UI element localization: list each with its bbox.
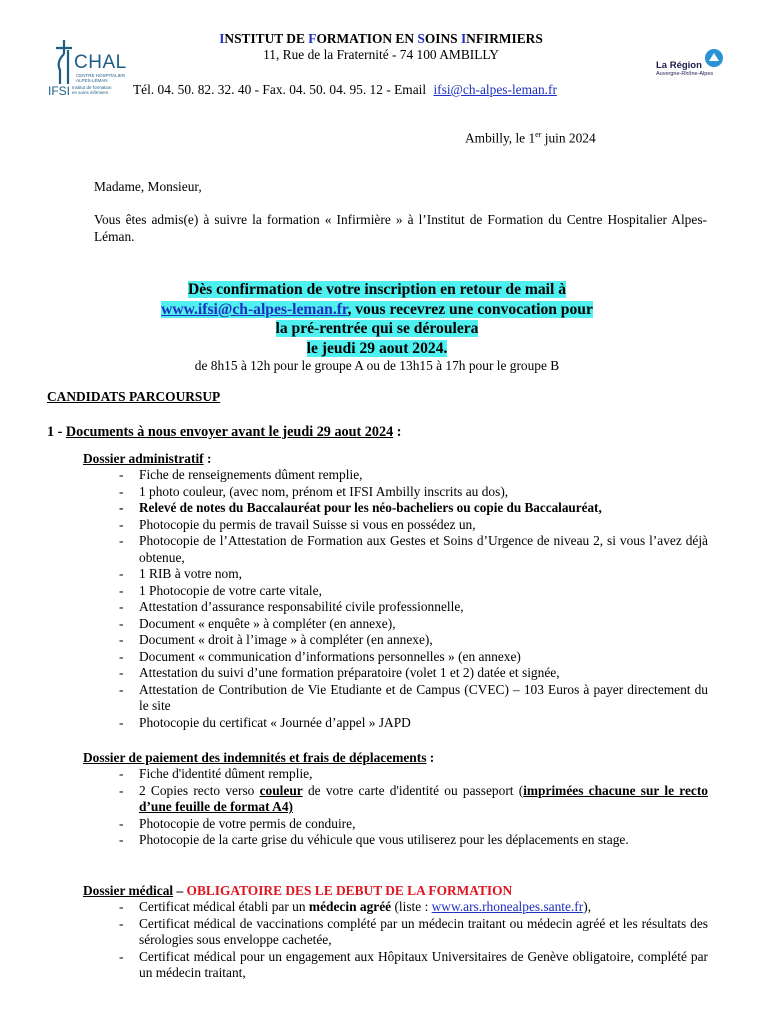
schedule-line: de 8h15 à 12h pour le groupe A ou de 13h15 à 17h pour le groupe B bbox=[194, 358, 560, 373]
ars-link[interactable]: www.ars.rhonealpes.sante.fr bbox=[431, 899, 584, 914]
list-item: - 1 Photocopie de votre carte vitale, bbox=[119, 583, 708, 600]
chal-logo bbox=[46, 38, 136, 98]
list-item: - Attestation du suivi d’une formation préparatoire (volet 1 et 2) datée et signée, bbox=[119, 665, 708, 682]
ifsi-logo-sub1: Institut de formation bbox=[72, 85, 112, 90]
medical-item1-a: Certificat médical établi par un bbox=[139, 899, 309, 914]
institute-title-rest: NSTITUT DE bbox=[224, 31, 309, 46]
list-item: - Attestation d’assurance responsabilité civile professionnelle, bbox=[119, 599, 708, 616]
medical-title-red: OBLIGATOIRE DES LE DEBUT DE LA FORMATION bbox=[186, 883, 513, 898]
payment-title-text: Dossier de paiement des indemnités et frais de déplacements bbox=[83, 750, 427, 765]
list-item bbox=[119, 899, 708, 916]
region-logo-icon bbox=[704, 48, 724, 68]
list-item bbox=[119, 783, 708, 816]
list-item: - Document « communication d’informations personnelles » (en annexe) bbox=[119, 649, 708, 666]
admin-title-text: Dossier administratif bbox=[83, 451, 204, 466]
list-item: - Fiche de renseignements dûment remplie, bbox=[119, 467, 708, 484]
chal-logo-sub1: CENTRE HOSPITALIER bbox=[76, 73, 126, 78]
list-item: - Certificat médical pour un engagement aux Hôpitaux Universitaires de Genève obligatoire, complété par un médecin traitant, bbox=[119, 949, 708, 982]
date-before: Ambilly, le 1 bbox=[465, 130, 536, 146]
medical-item1-d: ), bbox=[583, 899, 592, 914]
list-item: - Photocopie du permis de travail Suisse si vous en possédez un, bbox=[119, 517, 708, 534]
intro-paragraph: Vous êtes admis(e) à suivre la formation « Infirmière » à l’Institut de Formation du Centre Hospitalier Alpes-Léman. bbox=[94, 212, 707, 244]
contact-text: Tél. 04. 50. 82. 32. 40 - Fax. 04. 50. 04. 95. 12 - Email bbox=[133, 82, 427, 97]
docs-heading-prefix: 1 - bbox=[47, 424, 66, 440]
medical-list bbox=[119, 899, 708, 982]
list-item: - Photocopie du certificat « Journée d’appel » JAPD bbox=[119, 715, 708, 732]
list-item: - 1 RIB à votre nom, bbox=[119, 566, 708, 583]
medical-item1-c: (liste : bbox=[391, 899, 432, 914]
convocation-highlight bbox=[94, 280, 660, 358]
region-logo-name: La Région bbox=[656, 60, 702, 71]
date-line bbox=[465, 130, 596, 146]
ifsi-logo-sub2: en soins infirmiers bbox=[72, 90, 109, 95]
payment-item2-d: imprimées chacune sur le recto d’une feuille de format A4) bbox=[139, 782, 708, 814]
medical-title bbox=[83, 883, 512, 899]
highlight-line4: le jeudi 29 aout 2024. bbox=[306, 339, 448, 357]
payment-item2-c: de votre carte d'identité ou passeport ( bbox=[302, 782, 524, 798]
institute-address: 11, Rue de la Fraternité - 74 100 AMBILLY bbox=[263, 47, 499, 62]
list-item: - Photocopie de la carte grise du véhicule que vous utiliserez pour les déplacements en stage. bbox=[119, 832, 708, 849]
highlight-email-link[interactable]: www.ifsi@ch-alpes-leman.fr bbox=[161, 300, 348, 318]
institute-title-cap: I bbox=[219, 31, 225, 46]
admin-title bbox=[83, 451, 211, 467]
institute-title-cap: S bbox=[417, 31, 425, 46]
list-item: - Attestation de Contribution de Vie Etudiante et de Campus (CVEC) – 103 Euros à payer directement du le site bbox=[119, 682, 708, 715]
institute-email-link[interactable]: ifsi@ch-alpes-leman.fr bbox=[433, 82, 557, 97]
highlight-line2: , vous recevrez une convocation pour bbox=[347, 300, 593, 318]
medical-item1-b: médecin agréé bbox=[308, 899, 392, 914]
institute-title-cap: F bbox=[308, 31, 317, 46]
medical-title-text: Dossier médical bbox=[83, 883, 174, 898]
payment-item2-a: 2 Copies recto verso bbox=[139, 782, 260, 798]
date-after: juin 2024 bbox=[541, 130, 596, 146]
payment-title-suffix: : bbox=[426, 750, 435, 765]
ifsi-logo-name: IFSI bbox=[48, 84, 71, 98]
institute-title-rest: NFIRMIERS bbox=[466, 31, 543, 46]
list-item: - Photocopie de votre permis de conduire, bbox=[119, 816, 708, 833]
admin-title-suffix: : bbox=[203, 451, 212, 466]
list-item: - Relevé de notes du Baccalauréat pour les néo-bacheliers ou copie du Baccalauréat, bbox=[119, 500, 708, 517]
admin-list bbox=[119, 467, 708, 731]
list-item: - Document « droit à l’image » à compléter (en annexe), bbox=[119, 632, 708, 649]
docs-heading-text: Documents à nous envoyer avant le jeudi 29 aout 2024 bbox=[65, 424, 394, 440]
payment-list bbox=[119, 766, 708, 849]
region-logo bbox=[654, 48, 729, 80]
docs-heading bbox=[47, 424, 401, 441]
date-sup: er bbox=[535, 130, 542, 139]
section-title: CANDIDATS PARCOURSUP bbox=[47, 389, 221, 404]
chal-logo-sub2: ALPES-LÉMAN bbox=[76, 78, 108, 83]
docs-heading-suffix: : bbox=[393, 424, 402, 440]
institute-contact bbox=[133, 82, 557, 98]
payment-title bbox=[83, 750, 434, 766]
medical-title-sep: – bbox=[173, 883, 187, 898]
list-item: - Certificat médical de vaccinations complété par un médecin traitant ou médecin agréé et les résultats des sérologies sous enveloppe cachetée, bbox=[119, 916, 708, 949]
institute-title-cap: I bbox=[460, 31, 467, 46]
salutation: Madame, Monsieur, bbox=[94, 179, 202, 194]
institute-title bbox=[150, 31, 612, 47]
chal-logo-name: CHAL bbox=[74, 52, 127, 73]
region-logo-sub: Auvergne-Rhône-Alpes bbox=[656, 71, 714, 77]
list-item: - Photocopie de l’Attestation de Formation aux Gestes et Soins d’Urgence de niveau 2, si vous l’avez déjà obtenue, bbox=[119, 533, 708, 566]
highlight-line3: la pré-rentrée qui se déroulera bbox=[275, 320, 479, 337]
institute-title-rest: OINS bbox=[424, 31, 461, 46]
list-item: - 1 photo couleur, (avec nom, prénom et IFSI Ambilly inscrits au dos), bbox=[119, 484, 708, 501]
institute-title-rest: ORMATION EN bbox=[316, 31, 418, 46]
highlight-line1: Dès confirmation de votre inscription en retour de mail à bbox=[187, 281, 567, 298]
list-item: - Fiche d'identité dûment remplie, bbox=[119, 766, 708, 783]
payment-item2-b: couleur bbox=[259, 782, 303, 798]
list-item: - Document « enquête » à compléter (en annexe), bbox=[119, 616, 708, 633]
